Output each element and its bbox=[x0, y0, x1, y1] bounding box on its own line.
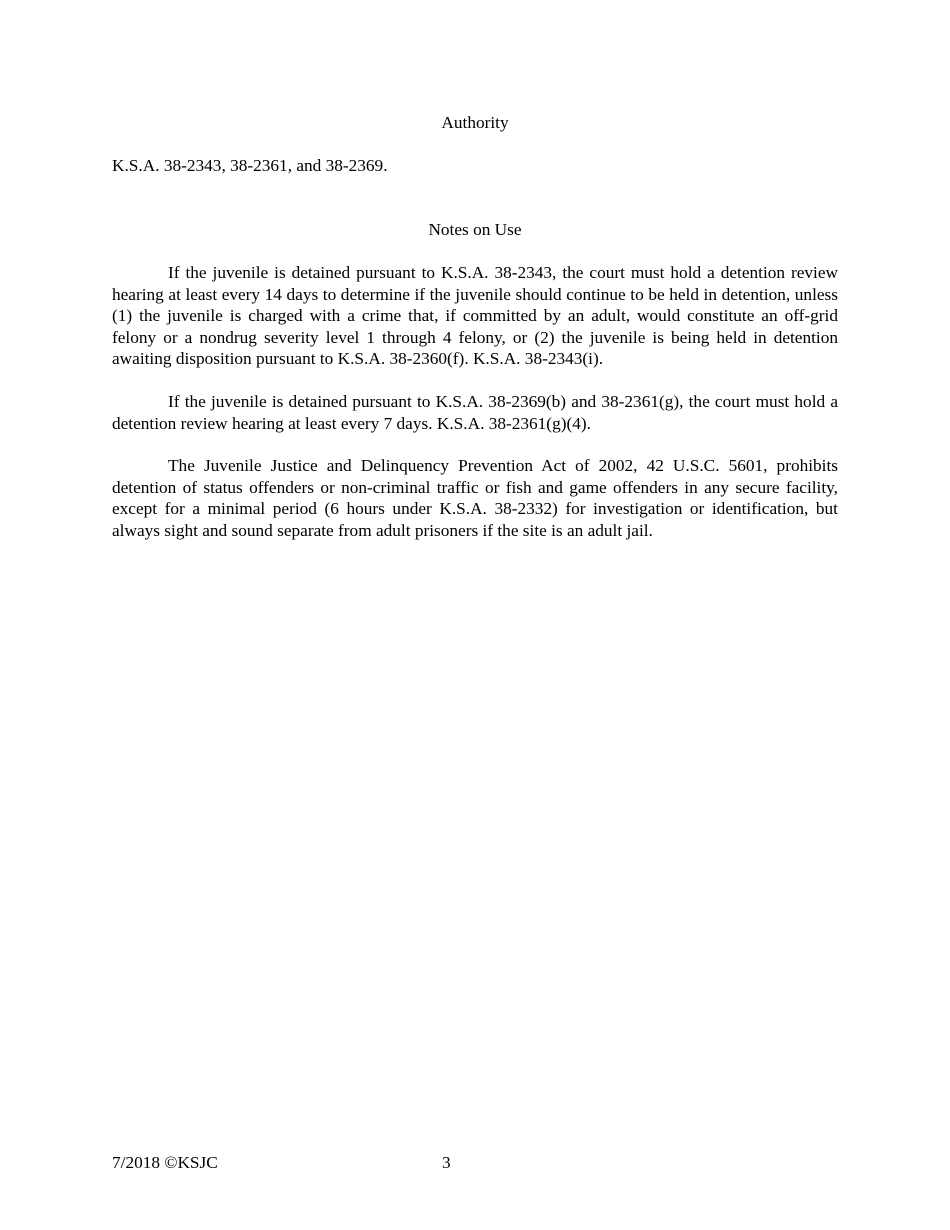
authority-heading: Authority bbox=[441, 113, 509, 132]
authority-citation: K.S.A. 38-2343, 38-2361, and 38-2369. bbox=[112, 156, 388, 175]
notes-paragraph-2: If the juvenile is detained pursuant to K.S.A. 38-2369(b) and 38-2361(g), the court must hold a detention review hearing at least every 7 days. K.S.A. 38-2361(g)(4). bbox=[112, 392, 838, 433]
footer-page-number: 3 bbox=[442, 1153, 451, 1172]
notes-on-use-heading: Notes on Use bbox=[428, 220, 522, 239]
notes-paragraph-1: If the juvenile is detained pursuant to K.S.A. 38-2343, the court must hold a detention review hearing at least every 14 days to determine if the juvenile should continue to be held in detention, unless (1) the juvenile is charged with a crime that, if committed by an adult, would constitute an off-grid felony or a nondrug severity level 1 through 4 felony, or (2) the juvenile is being held in detention awaiting disposition pursuant to K.S.A. 38-2360(f). K.S.A. 38-2343(i). bbox=[112, 263, 838, 368]
document-page bbox=[112, 0, 838, 1230]
notes-paragraph-3: The Juvenile Justice and Delinquency Prevention Act of 2002, 42 U.S.C. 5601, prohibits detention of status offenders or non-criminal traffic or fish and game offenders in any secure facility, except for a minimal period (6 hours under K.S.A. 38-2332) for investigation or identification, but always sight and sound separate from adult prisoners if the site is an adult jail. bbox=[112, 456, 838, 540]
footer-revision: 7/2018 ©KSJC bbox=[112, 1153, 218, 1172]
